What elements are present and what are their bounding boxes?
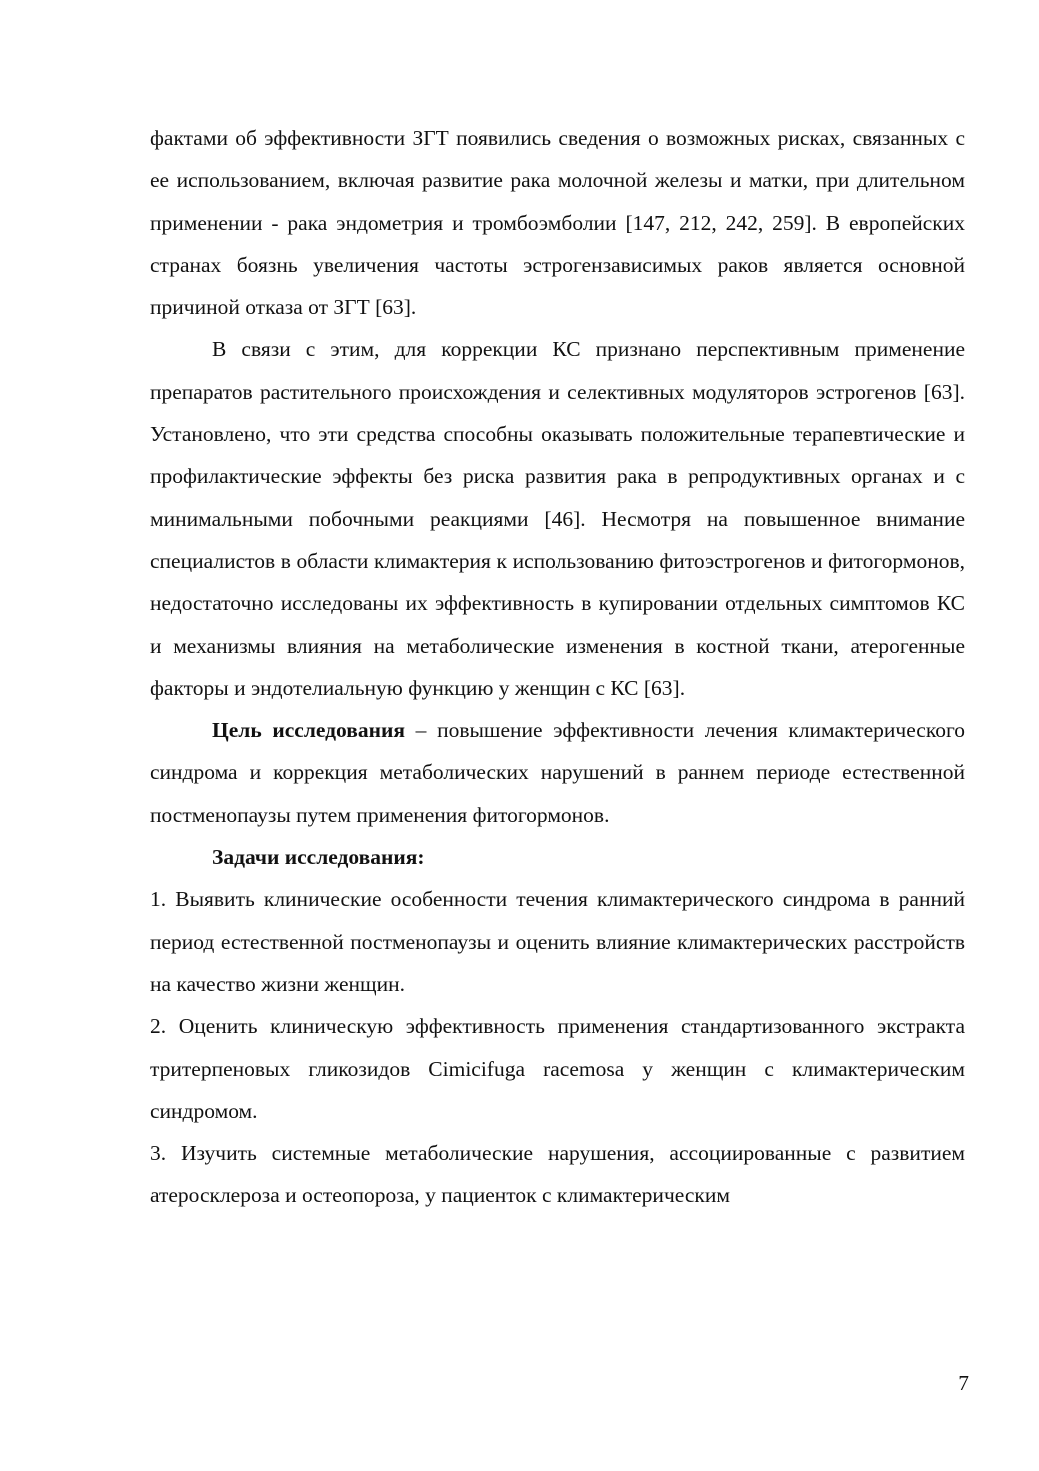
paragraph-risks: фактами об эффективности ЗГТ появились сведения о возможных рисках, связанных с ее использованием, включая развитие рака молочной железы и матки, при длительном применении - рака эндометрия и тромбоэмболии [147, 212, 242, 259]. В европейских странах боязнь увеличения частоты эстрогензависимых раков является основной причиной отказа от ЗГТ [63]. xyxy=(150,126,965,320)
study-goal-label: Цель исследования xyxy=(212,718,406,743)
page-number: 7 xyxy=(958,1371,969,1395)
task-item-3: 3. Изучить системные метаболические нарушения, ассоциированные с развитием атеросклероза и остеопороза, у пациенток с климактерическим xyxy=(150,1141,965,1208)
task-item-1: 1. Выявить клинические особенности течения климактерического синдрома в ранний период естественной постменопаузы и оценить влияние климактерических расстройств на качество жизни женщин. xyxy=(150,887,965,996)
paragraph-phytohormones: В связи с этим, для коррекции КС признано перспективным применение препаратов растительного происхождения и селективных модуляторов эстрогенов [63]. Установлено, что эти средства способны оказывать положительные терапевтические и профилактические эффекты без риска развития рака в репродуктивных органах и с минимальными побочными реакциями [46]. Несмотря на повышенное внимание специалистов в области климактерия к использованию фитоэстрогенов и фитогормонов, недостаточно исследованы их эффективность в купировании отдельных симптомов КС и механизмы влияния на метаболические изменения в костной ткани, атерогенные факторы и эндотелиальную функцию у женщин с КС [63]. xyxy=(150,337,965,700)
paragraph-study-goal xyxy=(150,709,965,836)
study-goal-text: – повышение эффективности лечения климактерического синдрома и коррекция метаболических нарушений в раннем периоде естественной постменопаузы путем применения фитогормонов. xyxy=(150,718,965,827)
task-item-2: 2. Оценить клиническую эффективность применения стандартизованного экстракта тритерпеновых гликозидов Cimicifuga racemosa у женщин с климактерическим синдромом. xyxy=(150,1014,965,1123)
tasks-heading: Задачи исследования: xyxy=(212,845,425,870)
document-body xyxy=(150,117,965,1217)
